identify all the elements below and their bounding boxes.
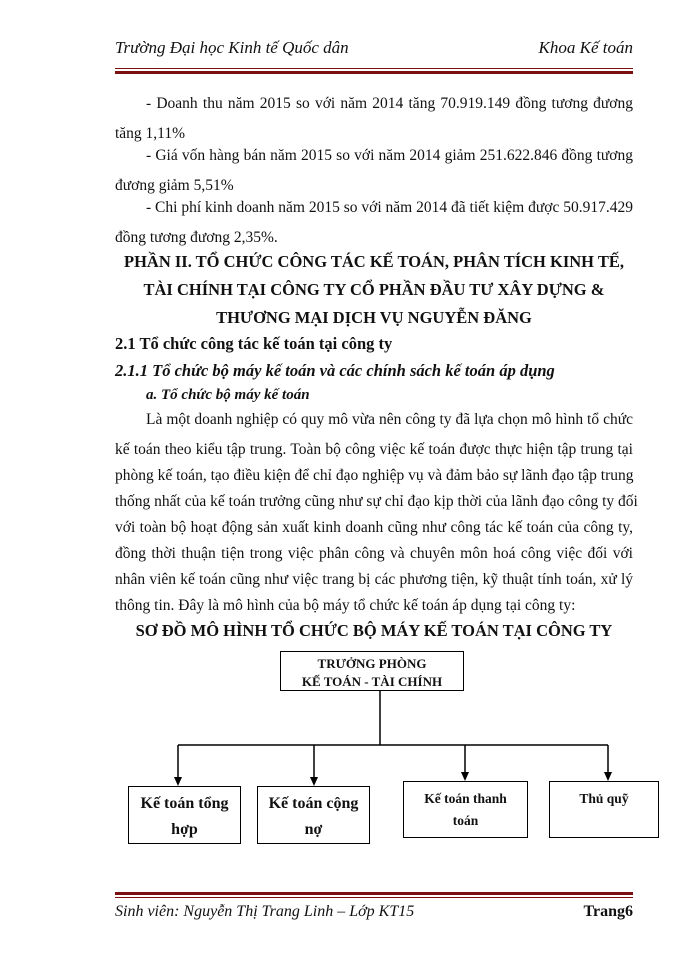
intro-line: đồng tương đương 2,35%. bbox=[115, 229, 278, 246]
org-box-line: Kế toán tổng bbox=[140, 795, 229, 812]
intro-line: - Chi phí kinh doanh năm 2015 so với năm 2014 đã tiết kiệm được 50.917.429 bbox=[146, 199, 633, 216]
footer-rule-thin bbox=[115, 897, 633, 898]
org-box-general-accountant bbox=[128, 786, 241, 844]
org-box-line: Kế toán thanh bbox=[424, 791, 507, 806]
body-line: với toàn bộ hoạt động sản xuất kinh doanh cũng như công tác kế toán của công ty, bbox=[115, 519, 633, 536]
intro-line: - Doanh thu năm 2015 so với năm 2014 tăng 70.919.149 đồng tương đương bbox=[146, 95, 633, 112]
header-faculty: Khoa Kế toán bbox=[538, 38, 633, 57]
intro-line: đương giảm 5,51% bbox=[115, 177, 234, 194]
diagram-title: SƠ ĐỒ MÔ HÌNH TỔ CHỨC BỘ MÁY KẾ TOÁN TẠI CÔNG TY bbox=[135, 621, 613, 640]
part-title-line: TÀI CHÍNH TẠI CÔNG TY CỔ PHẦN ĐẦU TƯ XÂY DỰNG & bbox=[143, 280, 605, 299]
arrowhead-4 bbox=[604, 772, 612, 781]
org-box-cashier bbox=[549, 781, 659, 838]
org-box-chief-accountant bbox=[280, 651, 464, 691]
body-line: Là một doanh nghiệp có quy mô vừa nên công ty đã lựa chọn mô hình tổ chức bbox=[146, 411, 633, 428]
org-box-line: KẾ TOÁN - TÀI CHÍNH bbox=[301, 674, 443, 689]
arrowhead-3 bbox=[461, 772, 469, 781]
body-line: phòng kế toán, tạo điều kiện để chỉ đạo nghiệp vụ và đảm bảo sự lãnh đạo tập trung bbox=[115, 467, 634, 484]
body-line: kế toán theo kiểu tập trung. Toàn bộ công việc kế toán được thực hiện tập trung tại bbox=[115, 441, 633, 458]
part-title-line: THƯƠNG MẠI DỊCH VỤ NGUYỄN ĐĂNG bbox=[216, 308, 532, 327]
subsection-heading: 2.1.1 Tổ chức bộ máy kế toán và các chính sách kế toán áp dụng bbox=[115, 361, 555, 380]
org-box-line: TRƯỞNG PHÒNG bbox=[317, 656, 427, 671]
arrowhead-1 bbox=[174, 777, 182, 786]
part-title-line: PHẦN II. TỔ CHỨC CÔNG TÁC KẾ TOÁN, PHÂN TÍCH KINH TẾ, bbox=[124, 252, 624, 271]
intro-line: - Giá vốn hàng bán năm 2015 so với năm 2014 giảm 251.622.846 đồng tương bbox=[146, 147, 633, 164]
body-line: đồng thời thuận tiện trong việc phân công và chuyên môn hoá công việc đối với bbox=[115, 545, 633, 562]
org-box-line: nợ bbox=[304, 821, 323, 838]
footer-rule-thick bbox=[115, 892, 633, 895]
org-box-line: hợp bbox=[171, 821, 198, 838]
arrowhead-2 bbox=[310, 777, 318, 786]
footer-student: Sinh viên: Nguyễn Thị Trang Linh – Lớp KT15 bbox=[115, 903, 415, 920]
org-box-line: toán bbox=[452, 813, 479, 828]
org-box-debt-accountant bbox=[257, 786, 370, 844]
intro-line: tăng 1,11% bbox=[115, 125, 186, 142]
header-university: Trường Đại học Kinh tế Quốc dân bbox=[115, 38, 349, 57]
org-box-line: Thủ quỹ bbox=[579, 791, 629, 806]
sub-subsection-heading: a. Tổ chức bộ máy kế toán bbox=[146, 387, 310, 403]
org-box-line: Kế toán cộng bbox=[268, 795, 359, 812]
body-line: thông tin. Đây là mô hình của bộ máy tổ chức kế toán áp dụng tại công ty: bbox=[115, 597, 576, 614]
page-number: Trang6 bbox=[583, 903, 633, 920]
body-line: nhân viên kế toán cũng như việc trang bị các phương tiện, kỹ thuật tính toán, xử lý bbox=[115, 571, 633, 588]
body-line: thống nhất của kế toán trưởng cũng như sự chỉ đạo kịp thời của lãnh đạo công ty đối bbox=[115, 493, 638, 510]
section-heading: 2.1 Tổ chức công tác kế toán tại công ty bbox=[115, 334, 393, 353]
org-box-payment-accountant bbox=[403, 781, 528, 838]
